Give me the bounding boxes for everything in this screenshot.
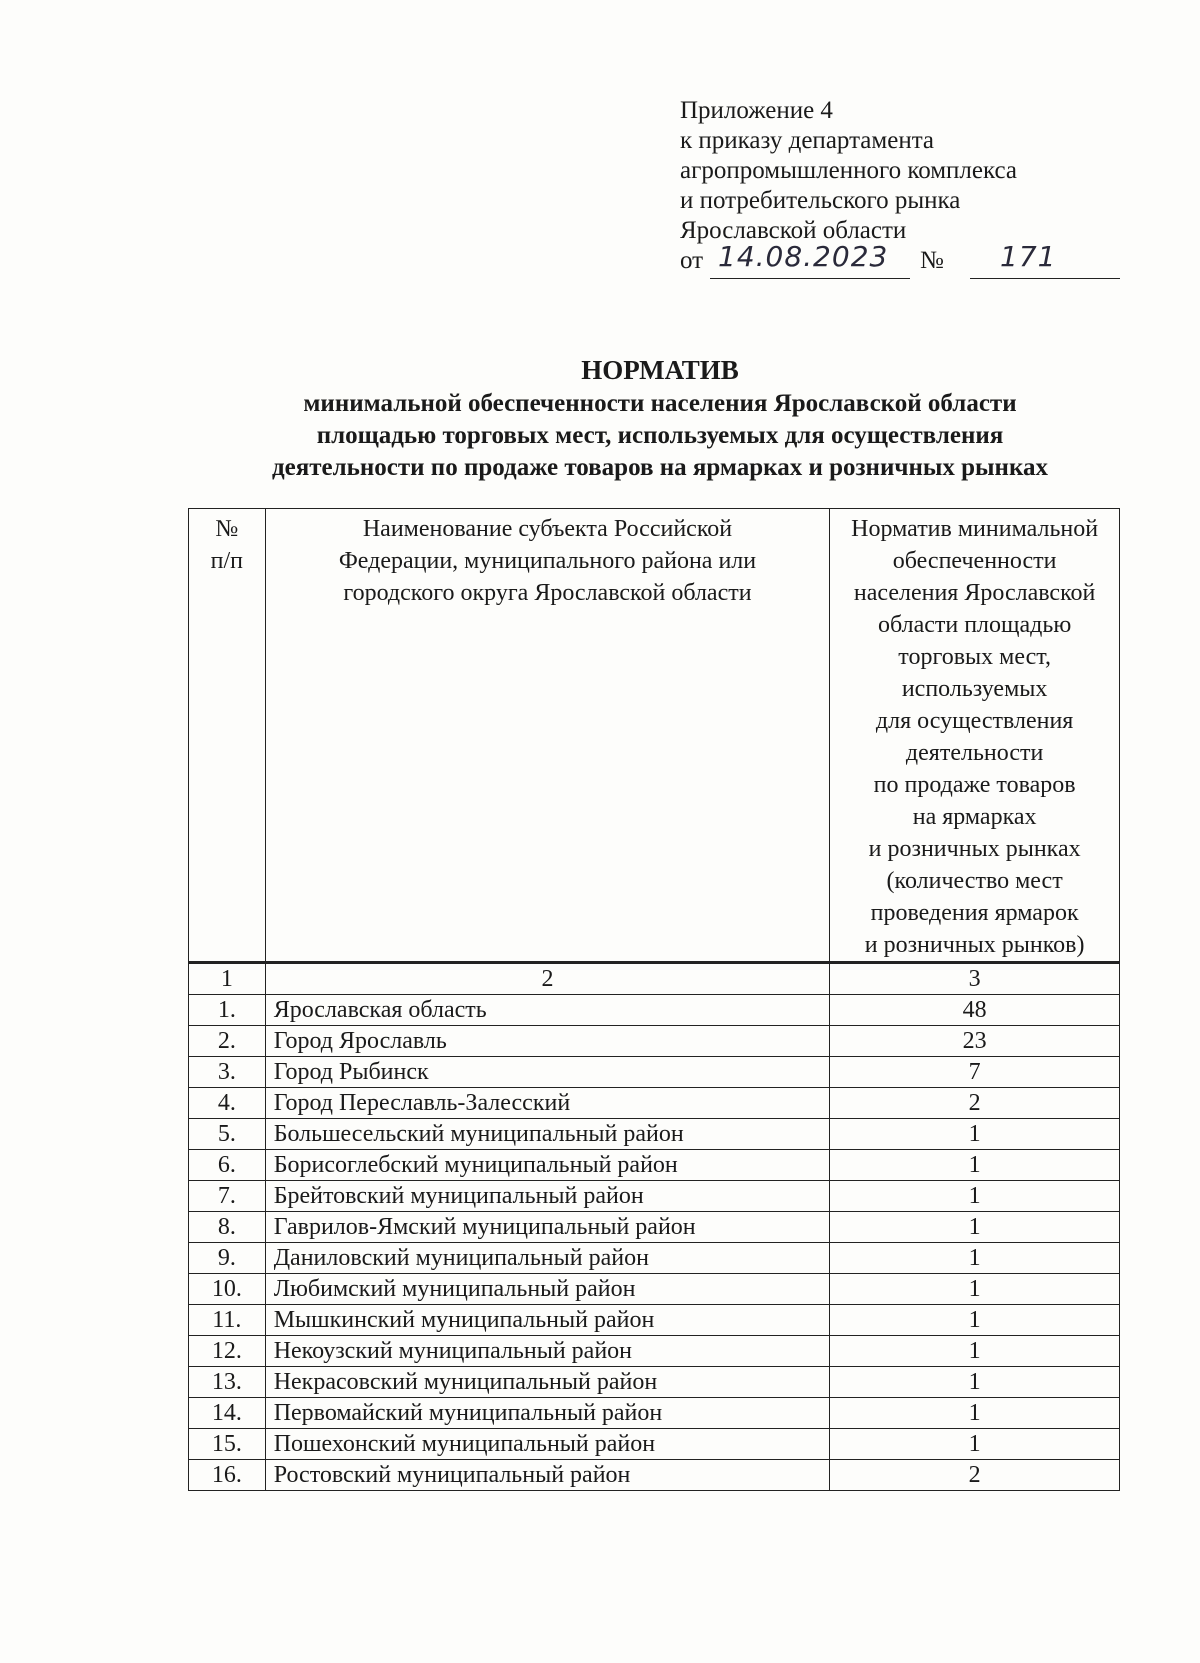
number-underline: [970, 278, 1120, 279]
table-row: [189, 1429, 1120, 1460]
row-value: 2: [830, 1460, 1120, 1491]
row-num: 10.: [189, 1274, 266, 1305]
row-num: 3.: [189, 1057, 266, 1088]
row-value: 1: [830, 1429, 1120, 1460]
row-name: Некрасовский муниципальный район: [265, 1367, 830, 1398]
header-value-line: по продаже товаров: [873, 772, 1076, 798]
header-num: [189, 509, 266, 963]
row-value: 1: [830, 1398, 1120, 1429]
column-index: 3: [830, 963, 1120, 995]
table-row: [189, 1026, 1120, 1057]
row-num: 7.: [189, 1181, 266, 1212]
table-row: [189, 1336, 1120, 1367]
header-name-line: Федерации, муниципального района или: [338, 548, 757, 574]
subtitle-line: деятельности по продаже товаров на ярмарках и розничных рынках: [271, 454, 1048, 481]
header-value-line: и розничных рынков): [864, 932, 1085, 958]
row-value: 1: [830, 1367, 1120, 1398]
number-label: №: [920, 247, 944, 274]
document-title: [190, 352, 1130, 484]
header-value-line: деятельности: [905, 740, 1044, 766]
row-num: 8.: [189, 1212, 266, 1243]
row-value: 23: [830, 1026, 1120, 1057]
row-name: Любимский муниципальный район: [265, 1274, 830, 1305]
header-value-line: Норматив минимальной: [851, 516, 1099, 542]
appendix-line: агропромышленного комплекса: [680, 157, 1018, 184]
row-value: 2: [830, 1088, 1120, 1119]
row-name: Ростовский муниципальный район: [265, 1460, 830, 1491]
row-num: 4.: [189, 1088, 266, 1119]
header-value: [830, 509, 1120, 963]
header-value-line: населения Ярославской: [853, 580, 1096, 606]
header-value-line: проведения ярмарок: [870, 900, 1079, 926]
column-index-row: [189, 963, 1120, 995]
row-value: 1: [830, 1181, 1120, 1212]
row-name: Город Ярославль: [265, 1026, 830, 1057]
row-num: 9.: [189, 1243, 266, 1274]
header-num-line: №: [215, 516, 239, 542]
row-name: Пошехонский муниципальный район: [265, 1429, 830, 1460]
appendix-block: [680, 96, 1057, 282]
row-num: 1.: [189, 995, 266, 1026]
table-row: [189, 1212, 1120, 1243]
row-num: 6.: [189, 1150, 266, 1181]
row-num: 14.: [189, 1398, 266, 1429]
appendix-line: и потребительского рынка: [680, 187, 961, 214]
row-value: 7: [830, 1057, 1120, 1088]
row-value: 1: [830, 1212, 1120, 1243]
header-name-line: Наименование субъекта Российской: [362, 516, 733, 542]
row-name: Даниловский муниципальный район: [265, 1243, 830, 1274]
table-row: [189, 1398, 1120, 1429]
handwritten-number: 171: [1000, 240, 1057, 273]
row-name: Гаврилов-Ямский муниципальный район: [265, 1212, 830, 1243]
header-value-line: области площадью: [877, 612, 1072, 638]
appendix-line: Приложение 4: [680, 97, 833, 124]
header-value-line: на ярмарках: [912, 804, 1037, 830]
table-row: [189, 1057, 1120, 1088]
row-name: Мышкинский муниципальный район: [265, 1305, 830, 1336]
row-value: 1: [830, 1243, 1120, 1274]
row-name: Город Переславль-Залесский: [265, 1088, 830, 1119]
table-row: [189, 1181, 1120, 1212]
column-index: 1: [189, 963, 266, 995]
header-num-line: п/п: [210, 548, 244, 574]
table-row: [189, 1274, 1120, 1305]
row-value: 1: [830, 1274, 1120, 1305]
row-name: Борисоглебский муниципальный район: [265, 1150, 830, 1181]
row-num: 5.: [189, 1119, 266, 1150]
row-value: 1: [830, 1336, 1120, 1367]
row-num: 2.: [189, 1026, 266, 1057]
header-value-line: торговых мест,: [898, 644, 1051, 670]
row-name: Город Рыбинск: [265, 1057, 830, 1088]
table-row: [189, 1367, 1120, 1398]
table-row: [189, 1460, 1120, 1491]
table-row: [189, 995, 1120, 1026]
table-row: [189, 1305, 1120, 1336]
header-value-line: обеспеченности: [892, 548, 1057, 574]
subtitle-line: минимальной обеспеченности населения Ярославской области: [303, 390, 1017, 417]
table-row: [189, 1150, 1120, 1181]
row-num: 11.: [189, 1305, 266, 1336]
header-value-line: (количество мест: [886, 868, 1063, 894]
column-index: 2: [265, 963, 830, 995]
row-num: 12.: [189, 1336, 266, 1367]
row-name: Первомайский муниципальный район: [265, 1398, 830, 1429]
row-name: Большесельский муниципальный район: [265, 1119, 830, 1150]
date-underline: [710, 278, 910, 279]
table-row: [189, 1243, 1120, 1274]
title-main: НОРМАТИВ: [581, 355, 739, 385]
header-name-line: городского округа Ярославской области: [343, 580, 752, 606]
row-value: 1: [830, 1150, 1120, 1181]
row-name: Ярославская область: [265, 995, 830, 1026]
handwritten-date: 14.08.2023: [718, 240, 889, 273]
table-row: [189, 1088, 1120, 1119]
order-date-number: [680, 240, 1057, 282]
table-row: [189, 1119, 1120, 1150]
row-num: 16.: [189, 1460, 266, 1491]
header-value-line: и розничных рынках: [868, 836, 1081, 862]
header-row: [189, 509, 1120, 963]
appendix-line: к приказу департамента: [680, 127, 935, 154]
row-value: 1: [830, 1119, 1120, 1150]
row-name: Брейтовский муниципальный район: [265, 1181, 830, 1212]
row-name: Некоузский муниципальный район: [265, 1336, 830, 1367]
header-value-line: используемых: [901, 676, 1048, 702]
row-value: 1: [830, 1305, 1120, 1336]
row-num: 13.: [189, 1367, 266, 1398]
header-name: [265, 509, 830, 963]
appendix-line: Ярославской области: [680, 217, 907, 244]
row-num: 15.: [189, 1429, 266, 1460]
normative-table: [188, 508, 1120, 1491]
row-value: 48: [830, 995, 1120, 1026]
date-prefix: от: [680, 247, 704, 274]
header-value-line: для осуществления: [875, 708, 1074, 734]
subtitle-line: площадью торговых мест, используемых для осуществления: [316, 422, 1004, 449]
